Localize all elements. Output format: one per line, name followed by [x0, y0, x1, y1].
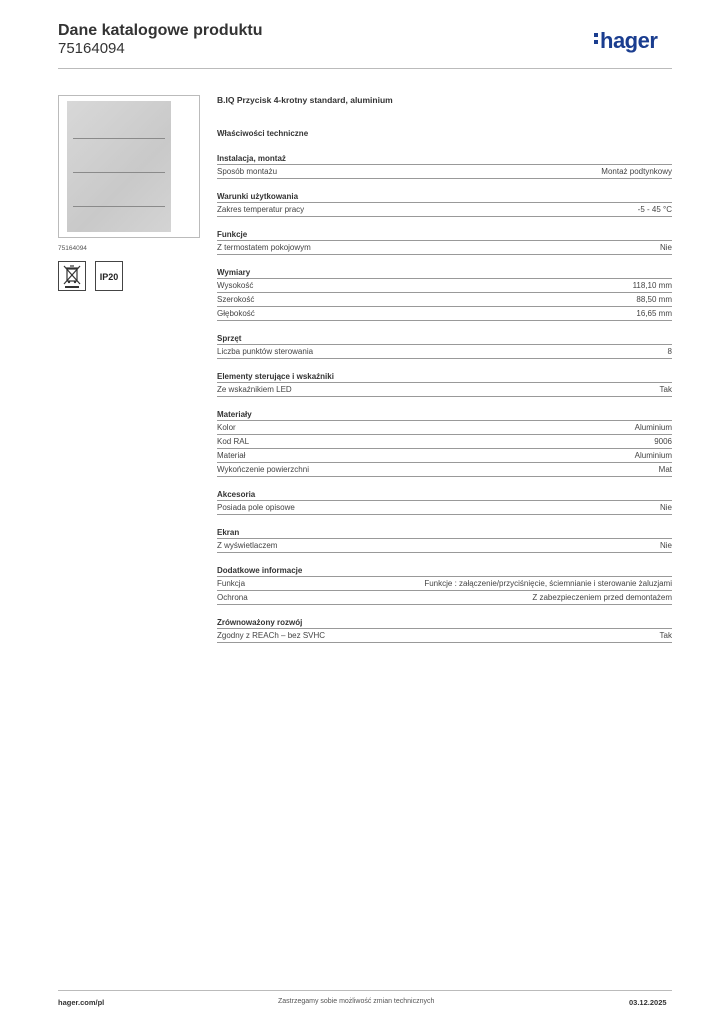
- spec-content: [217, 95, 672, 643]
- spec-value: Nie: [659, 503, 672, 512]
- spec-value: Tak: [659, 631, 672, 640]
- spec-row: [217, 501, 672, 515]
- spec-section: [217, 371, 672, 397]
- footer-date: 03.12.2025: [629, 998, 667, 1007]
- spec-value: 9006: [654, 437, 672, 446]
- section-title: Warunki użytkowania: [217, 191, 672, 203]
- spec-section: [217, 409, 672, 477]
- properties-heading: Właściwości techniczne: [217, 129, 309, 138]
- spec-label: Posiada pole opisowe: [217, 503, 295, 512]
- spec-label: Szerokość: [217, 295, 255, 304]
- spec-section: [217, 229, 672, 255]
- spec-section: [217, 489, 672, 515]
- spec-row: [217, 203, 672, 217]
- logo-dots-icon: [594, 33, 598, 49]
- spec-row: [217, 577, 672, 591]
- spec-label: Ze wskaźnikiem LED: [217, 385, 292, 394]
- spec-label: Funkcja: [217, 579, 246, 588]
- spec-row: [217, 421, 672, 435]
- product-number: 75164094: [58, 40, 125, 57]
- product-name: B.IQ Przycisk 4-krotny standard, aluminium: [217, 95, 393, 105]
- rocker-divider: [73, 172, 165, 173]
- footer-disclaimer: Zastrzegamy sobie możliwość zmian technicznych: [278, 998, 435, 1005]
- section-title: Instalacja, montaż: [217, 153, 672, 165]
- spec-value: Montaż podtynkowy: [601, 167, 672, 176]
- spec-row: [217, 435, 672, 449]
- spec-row: [217, 383, 672, 397]
- spec-section: [217, 153, 672, 179]
- spec-row: [217, 279, 672, 293]
- spec-value: Nie: [659, 243, 672, 252]
- push-button-illustration: [67, 101, 171, 232]
- spec-label: Materiał: [217, 451, 246, 460]
- section-title: Materiały: [217, 409, 672, 421]
- spec-label: Liczba punktów sterowania: [217, 347, 314, 356]
- spec-label: Sposób montażu: [217, 167, 278, 176]
- spec-row: [217, 307, 672, 321]
- spec-value: -5 - 45 °C: [637, 205, 672, 214]
- spec-value: Z zabezpieczeniem przed demontażem: [532, 593, 672, 602]
- spec-section: [217, 333, 672, 359]
- spec-row: [217, 293, 672, 307]
- section-title: Elementy sterujące i wskaźniki: [217, 371, 672, 383]
- spec-label: Kod RAL: [217, 437, 250, 446]
- page-title: Dane katalogowe produktu: [58, 22, 263, 39]
- spec-value: Funkcje : załączenie/przyciśnięcie, ściemnianie i sterowanie żaluzjami: [424, 579, 672, 588]
- spec-value: Aluminium: [634, 451, 672, 460]
- section-title: Sprzęt: [217, 333, 672, 345]
- spec-label: Zgodny z REACh – bez SVHC: [217, 631, 326, 640]
- spec-row: [217, 449, 672, 463]
- spec-row: [217, 629, 672, 643]
- spec-label: Kolor: [217, 423, 236, 432]
- product-image: [58, 95, 200, 238]
- spec-value: 8: [667, 347, 672, 356]
- spec-value: Nie: [659, 541, 672, 550]
- spec-row: [217, 345, 672, 359]
- hager-logo[interactable]: [594, 30, 657, 52]
- header-divider: [58, 68, 672, 69]
- spec-label: Wykończenie powierzchni: [217, 465, 309, 474]
- spec-value: 118,10 mm: [632, 281, 672, 290]
- rocker-divider: [73, 138, 165, 139]
- rocker-divider: [73, 206, 165, 207]
- section-title: Akcesoria: [217, 489, 672, 501]
- spec-section: [217, 617, 672, 643]
- spec-value: 88,50 mm: [636, 295, 672, 304]
- spec-value: Tak: [659, 385, 672, 394]
- spec-label: Z wyświetlaczem: [217, 541, 278, 550]
- spec-row: [217, 241, 672, 255]
- spec-value: Mat: [658, 465, 672, 474]
- crossed-bin-icon: [58, 261, 86, 291]
- spec-label: Ochrona: [217, 593, 248, 602]
- spec-label: Z termostatem pokojowym: [217, 243, 311, 252]
- spec-row: [217, 591, 672, 605]
- section-title: Ekran: [217, 527, 672, 539]
- spec-label: Zakres temperatur pracy: [217, 205, 305, 214]
- spec-label: Wysokość: [217, 281, 254, 290]
- ip-rating-badge: IP20: [95, 261, 123, 291]
- spec-label: Głębokość: [217, 309, 255, 318]
- image-caption: 75164094: [58, 245, 87, 252]
- section-title: Funkcje: [217, 229, 672, 241]
- section-title: Zrównoważony rozwój: [217, 617, 672, 629]
- spec-section: [217, 191, 672, 217]
- footer-website-link[interactable]: hager.com/pl: [58, 998, 105, 1007]
- section-title: Wymiary: [217, 267, 672, 279]
- spec-row: [217, 539, 672, 553]
- footer-divider: [58, 990, 672, 991]
- logo-text: hager: [600, 28, 658, 53]
- spec-row: [217, 165, 672, 179]
- spec-row: [217, 463, 672, 477]
- spec-value: 16,65 mm: [636, 309, 672, 318]
- section-title: Dodatkowe informacje: [217, 565, 672, 577]
- spec-section: [217, 527, 672, 553]
- spec-value: Aluminium: [634, 423, 672, 432]
- spec-section: [217, 267, 672, 321]
- spec-section: [217, 565, 672, 605]
- spec-sections: [217, 153, 672, 643]
